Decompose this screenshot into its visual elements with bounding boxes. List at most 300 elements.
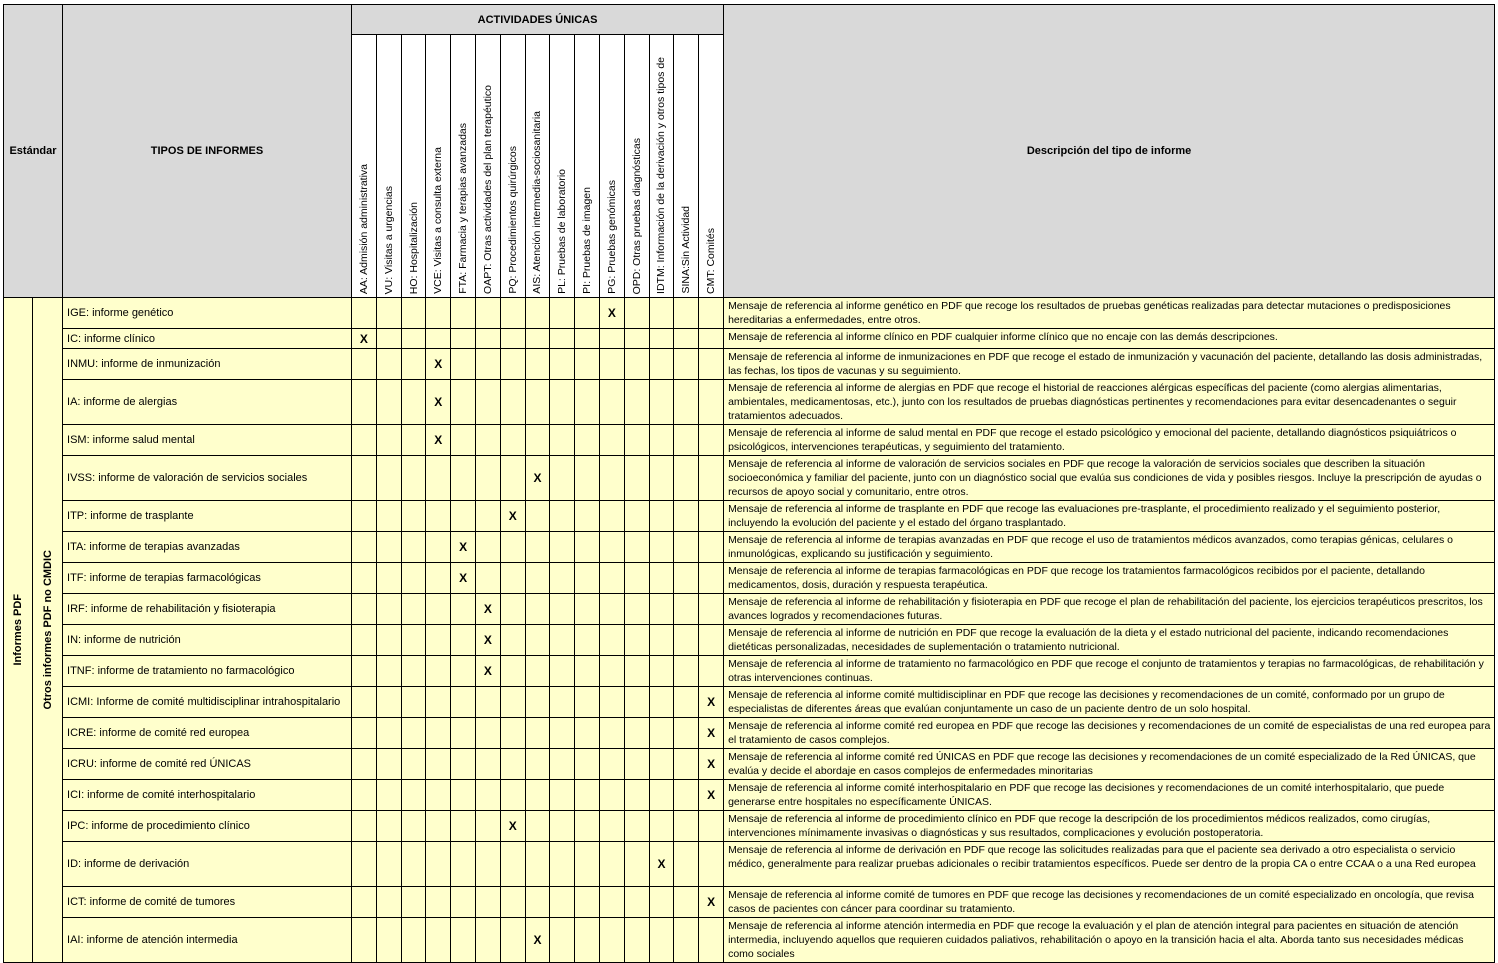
activity-mark-cell[interactable] xyxy=(451,625,476,656)
activity-mark-cell[interactable] xyxy=(352,687,377,718)
report-description-cell[interactable]: Mensaje de referencia al informe comité de tumores en PDF que recoge las decisiones y recomendaciones de un comité especializado en oncología, que revisa casos de pacientes con cáncer para coordinar su tratamiento. xyxy=(724,887,1495,918)
activity-mark-cell[interactable] xyxy=(624,687,649,718)
activity-mark-cell[interactable] xyxy=(426,625,451,656)
activity-mark-cell[interactable] xyxy=(525,563,550,594)
activity-mark-cell[interactable]: X xyxy=(426,349,451,380)
activity-mark-cell[interactable]: X xyxy=(699,749,724,780)
activity-mark-cell[interactable] xyxy=(550,687,575,718)
activity-mark-cell[interactable]: X xyxy=(426,380,451,425)
types-header[interactable]: TIPOS DE INFORMES xyxy=(63,5,352,298)
activity-mark-cell[interactable] xyxy=(500,298,525,329)
activity-mark-cell[interactable] xyxy=(599,918,624,963)
activity-mark-cell[interactable] xyxy=(699,298,724,329)
activity-mark-cell[interactable] xyxy=(525,329,550,349)
activity-mark-cell[interactable] xyxy=(451,780,476,811)
activity-mark-cell[interactable] xyxy=(476,425,501,456)
activity-mark-cell[interactable] xyxy=(550,501,575,532)
activity-mark-cell[interactable] xyxy=(599,718,624,749)
activity-mark-cell[interactable] xyxy=(426,887,451,918)
report-type-cell[interactable]: ITP: informe de trasplante xyxy=(63,501,352,532)
activity-mark-cell[interactable] xyxy=(426,687,451,718)
activity-mark-cell[interactable] xyxy=(550,380,575,425)
activity-mark-cell[interactable] xyxy=(674,298,699,329)
report-description-cell[interactable]: Mensaje de referencia al informe de rehabilitación y fisioterapia en PDF que recoge el plan de rehabilitación del paciente, los ejercicios terapéuticos prescritos, los avances logrados y recomendaciones futuras. xyxy=(724,594,1495,625)
activity-mark-cell[interactable] xyxy=(401,887,426,918)
activity-mark-cell[interactable] xyxy=(599,887,624,918)
activity-mark-cell[interactable] xyxy=(599,842,624,887)
activity-column-header[interactable] xyxy=(525,35,550,298)
activity-mark-cell[interactable] xyxy=(376,656,401,687)
activity-mark-cell[interactable] xyxy=(624,349,649,380)
activity-mark-cell[interactable] xyxy=(426,298,451,329)
activity-mark-cell[interactable] xyxy=(525,349,550,380)
activity-mark-cell[interactable] xyxy=(550,749,575,780)
activity-mark-cell[interactable] xyxy=(376,887,401,918)
activity-mark-cell[interactable] xyxy=(476,456,501,501)
group-outer-cell[interactable] xyxy=(4,298,33,963)
activity-mark-cell[interactable] xyxy=(649,329,674,349)
activity-mark-cell[interactable] xyxy=(376,563,401,594)
activity-mark-cell[interactable] xyxy=(599,349,624,380)
activity-mark-cell[interactable] xyxy=(376,718,401,749)
activity-mark-cell[interactable] xyxy=(649,380,674,425)
activity-column-header[interactable] xyxy=(550,35,575,298)
activity-mark-cell[interactable] xyxy=(500,380,525,425)
activity-mark-cell[interactable] xyxy=(525,718,550,749)
activity-column-header[interactable] xyxy=(575,35,600,298)
activity-mark-cell[interactable] xyxy=(426,563,451,594)
activity-mark-cell[interactable] xyxy=(624,918,649,963)
activity-mark-cell[interactable] xyxy=(699,842,724,887)
activity-mark-cell[interactable] xyxy=(500,456,525,501)
report-type-cell[interactable]: INMU: informe de inmunización xyxy=(63,349,352,380)
activity-mark-cell[interactable] xyxy=(426,329,451,349)
activity-mark-cell[interactable] xyxy=(575,329,600,349)
activity-mark-cell[interactable] xyxy=(426,842,451,887)
report-type-cell[interactable]: IRF: informe de rehabilitación y fisioterapia xyxy=(63,594,352,625)
activity-mark-cell[interactable] xyxy=(674,718,699,749)
report-description-cell[interactable]: Mensaje de referencia al informe de terapias avanzadas en PDF que recoge el uso de tratamientos médicos avanzados, como terapias génicas, celulares o inmunológicas, explicando su justificación y seguimiento. xyxy=(724,532,1495,563)
activity-mark-cell[interactable] xyxy=(426,456,451,501)
activity-mark-cell[interactable] xyxy=(674,842,699,887)
activity-mark-cell[interactable] xyxy=(550,563,575,594)
activity-mark-cell[interactable] xyxy=(550,811,575,842)
activity-mark-cell[interactable] xyxy=(376,594,401,625)
activity-mark-cell[interactable] xyxy=(550,918,575,963)
report-description-cell[interactable]: Mensaje de referencia al informe genético en PDF que recoge los resultados de pruebas genéticas realizadas para detectar mutaciones o predisposiciones hereditarias a enfermedades, entre otros. xyxy=(724,298,1495,329)
activity-mark-cell[interactable] xyxy=(599,532,624,563)
report-type-cell[interactable]: ID: informe de derivación xyxy=(63,842,352,887)
activity-mark-cell[interactable] xyxy=(624,749,649,780)
activity-mark-cell[interactable] xyxy=(649,501,674,532)
activity-mark-cell[interactable] xyxy=(376,380,401,425)
activity-mark-cell[interactable] xyxy=(500,842,525,887)
activity-mark-cell[interactable] xyxy=(476,918,501,963)
activity-column-header[interactable] xyxy=(376,35,401,298)
activity-mark-cell[interactable] xyxy=(426,718,451,749)
activity-mark-cell[interactable] xyxy=(599,780,624,811)
activity-mark-cell[interactable] xyxy=(401,687,426,718)
report-type-cell[interactable]: ITF: informe de terapias farmacológicas xyxy=(63,563,352,594)
activity-mark-cell[interactable]: X xyxy=(500,811,525,842)
activity-mark-cell[interactable]: X xyxy=(476,594,501,625)
activity-mark-cell[interactable] xyxy=(599,563,624,594)
activity-mark-cell[interactable] xyxy=(575,594,600,625)
activity-mark-cell[interactable] xyxy=(699,594,724,625)
unique-activities-header[interactable]: ACTIVIDADES ÚNICAS xyxy=(352,5,724,35)
activity-column-header[interactable] xyxy=(599,35,624,298)
activity-mark-cell[interactable] xyxy=(476,842,501,887)
activity-mark-cell[interactable] xyxy=(649,749,674,780)
activity-mark-cell[interactable] xyxy=(575,780,600,811)
activity-mark-cell[interactable] xyxy=(575,749,600,780)
activity-mark-cell[interactable] xyxy=(476,687,501,718)
activity-mark-cell[interactable] xyxy=(575,532,600,563)
group-inner-cell[interactable] xyxy=(33,298,63,963)
activity-column-header[interactable] xyxy=(500,35,525,298)
activity-mark-cell[interactable] xyxy=(451,811,476,842)
activity-mark-cell[interactable] xyxy=(699,918,724,963)
activity-mark-cell[interactable] xyxy=(451,656,476,687)
report-description-cell[interactable]: Mensaje de referencia al informe de trasplante en PDF que recoge las evaluaciones pre-trasplante, el procedimiento realizado y el seguimiento posterior, incluyendo la evolución del paciente y el estado del órgano trasplantado. xyxy=(724,501,1495,532)
activity-mark-cell[interactable] xyxy=(624,298,649,329)
activity-mark-cell[interactable]: X xyxy=(426,425,451,456)
activity-mark-cell[interactable] xyxy=(624,718,649,749)
activity-mark-cell[interactable] xyxy=(624,780,649,811)
activity-mark-cell[interactable] xyxy=(649,918,674,963)
activity-mark-cell[interactable] xyxy=(352,749,377,780)
activity-mark-cell[interactable] xyxy=(624,329,649,349)
activity-mark-cell[interactable] xyxy=(674,780,699,811)
activity-mark-cell[interactable] xyxy=(699,811,724,842)
activity-mark-cell[interactable] xyxy=(451,329,476,349)
activity-mark-cell[interactable] xyxy=(376,298,401,329)
activity-mark-cell[interactable]: X xyxy=(699,887,724,918)
activity-mark-cell[interactable] xyxy=(550,718,575,749)
activity-mark-cell[interactable] xyxy=(476,563,501,594)
activity-mark-cell[interactable]: X xyxy=(699,780,724,811)
activity-mark-cell[interactable] xyxy=(575,656,600,687)
activity-mark-cell[interactable] xyxy=(451,456,476,501)
activity-mark-cell[interactable] xyxy=(476,780,501,811)
activity-mark-cell[interactable] xyxy=(451,298,476,329)
activity-mark-cell[interactable] xyxy=(674,811,699,842)
activity-mark-cell[interactable] xyxy=(550,842,575,887)
activity-mark-cell[interactable] xyxy=(699,656,724,687)
activity-mark-cell[interactable] xyxy=(699,349,724,380)
activity-mark-cell[interactable] xyxy=(451,842,476,887)
activity-mark-cell[interactable] xyxy=(476,887,501,918)
activity-mark-cell[interactable] xyxy=(525,594,550,625)
activity-mark-cell[interactable] xyxy=(649,594,674,625)
activity-mark-cell[interactable] xyxy=(674,329,699,349)
activity-mark-cell[interactable] xyxy=(352,887,377,918)
activity-mark-cell[interactable] xyxy=(699,532,724,563)
activity-mark-cell[interactable] xyxy=(674,532,699,563)
activity-mark-cell[interactable] xyxy=(674,425,699,456)
activity-mark-cell[interactable] xyxy=(699,456,724,501)
activity-mark-cell[interactable] xyxy=(599,749,624,780)
activity-mark-cell[interactable] xyxy=(550,298,575,329)
activity-mark-cell[interactable] xyxy=(599,687,624,718)
activity-mark-cell[interactable] xyxy=(352,811,377,842)
activity-mark-cell[interactable] xyxy=(624,656,649,687)
activity-mark-cell[interactable] xyxy=(401,811,426,842)
activity-mark-cell[interactable] xyxy=(575,298,600,329)
activity-mark-cell[interactable] xyxy=(451,887,476,918)
activity-mark-cell[interactable] xyxy=(575,425,600,456)
report-type-cell[interactable]: IN: informe de nutrición xyxy=(63,625,352,656)
activity-mark-cell[interactable] xyxy=(674,594,699,625)
activity-mark-cell[interactable] xyxy=(624,811,649,842)
activity-mark-cell[interactable] xyxy=(500,687,525,718)
activity-mark-cell[interactable] xyxy=(401,380,426,425)
activity-mark-cell[interactable] xyxy=(352,780,377,811)
activity-mark-cell[interactable] xyxy=(376,456,401,501)
activity-mark-cell[interactable]: X xyxy=(352,329,377,349)
report-type-cell[interactable]: ICRU: informe de comité red ÚNICAS xyxy=(63,749,352,780)
activity-mark-cell[interactable] xyxy=(550,456,575,501)
activity-mark-cell[interactable] xyxy=(401,718,426,749)
activity-mark-cell[interactable] xyxy=(451,918,476,963)
activity-mark-cell[interactable] xyxy=(550,887,575,918)
activity-mark-cell[interactable] xyxy=(624,380,649,425)
report-description-cell[interactable]: Mensaje de referencia al informe de salud mental en PDF que recoge el estado psicológico y emocional del paciente, detallando diagnósticos psiquiátricos o psicológicos, intervenciones terapéuticas, y seguimiento del tratamiento. xyxy=(724,425,1495,456)
activity-mark-cell[interactable] xyxy=(376,349,401,380)
activity-mark-cell[interactable] xyxy=(500,349,525,380)
activity-mark-cell[interactable] xyxy=(500,887,525,918)
activity-mark-cell[interactable] xyxy=(624,456,649,501)
report-type-cell[interactable]: IGE: informe genético xyxy=(63,298,352,329)
activity-mark-cell[interactable]: X xyxy=(451,532,476,563)
activity-mark-cell[interactable] xyxy=(376,625,401,656)
activity-mark-cell[interactable] xyxy=(500,594,525,625)
activity-mark-cell[interactable] xyxy=(376,501,401,532)
activity-mark-cell[interactable] xyxy=(649,718,674,749)
activity-mark-cell[interactable] xyxy=(525,501,550,532)
activity-column-header[interactable] xyxy=(624,35,649,298)
activity-mark-cell[interactable] xyxy=(451,380,476,425)
activity-mark-cell[interactable] xyxy=(352,656,377,687)
activity-mark-cell[interactable] xyxy=(674,656,699,687)
activity-mark-cell[interactable] xyxy=(352,380,377,425)
activity-mark-cell[interactable] xyxy=(451,501,476,532)
standard-header[interactable]: Estándar xyxy=(4,5,63,298)
activity-column-header[interactable] xyxy=(401,35,426,298)
activity-mark-cell[interactable] xyxy=(476,811,501,842)
activity-mark-cell[interactable] xyxy=(401,749,426,780)
activity-mark-cell[interactable] xyxy=(352,456,377,501)
activity-mark-cell[interactable] xyxy=(575,918,600,963)
report-type-cell[interactable]: ICT: informe de comité de tumores xyxy=(63,887,352,918)
activity-mark-cell[interactable] xyxy=(525,780,550,811)
activity-mark-cell[interactable]: X xyxy=(649,842,674,887)
activity-mark-cell[interactable] xyxy=(599,380,624,425)
activity-mark-cell[interactable] xyxy=(624,594,649,625)
activity-mark-cell[interactable] xyxy=(575,380,600,425)
activity-mark-cell[interactable] xyxy=(352,625,377,656)
activity-mark-cell[interactable] xyxy=(550,656,575,687)
report-type-cell[interactable]: ISM: informe salud mental xyxy=(63,425,352,456)
report-type-cell[interactable]: ICMI: Informe de comité multidisciplinar intrahospitalario xyxy=(63,687,352,718)
activity-mark-cell[interactable] xyxy=(451,718,476,749)
activity-mark-cell[interactable] xyxy=(575,887,600,918)
activity-mark-cell[interactable] xyxy=(674,918,699,963)
activity-mark-cell[interactable] xyxy=(451,749,476,780)
activity-mark-cell[interactable] xyxy=(401,425,426,456)
activity-mark-cell[interactable] xyxy=(575,349,600,380)
activity-column-header[interactable] xyxy=(699,35,724,298)
report-description-cell[interactable]: Mensaje de referencia al informe de alergias en PDF que recoge el historial de reacciones alérgicas específicas del paciente (como alergias alimentarias, ambientales, medicamentosas, etc.), junto con los resultados de pruebas diagnósticas pertinentes y recomendaciones para evitar desencadenantes o seguir tratamientos adecuados. xyxy=(724,380,1495,425)
activity-mark-cell[interactable] xyxy=(476,380,501,425)
activity-mark-cell[interactable] xyxy=(575,456,600,501)
activity-mark-cell[interactable] xyxy=(352,918,377,963)
activity-mark-cell[interactable] xyxy=(649,811,674,842)
activity-mark-cell[interactable] xyxy=(352,718,377,749)
activity-mark-cell[interactable]: X xyxy=(476,625,501,656)
report-description-cell[interactable]: Mensaje de referencia al informe comité red ÚNICAS en PDF que recoge las decisiones y recomendaciones de un comité especializado de la Red ÚNICAS, que evalúa y decide el abordaje en casos complejos de enfermedades minoritarias xyxy=(724,749,1495,780)
activity-mark-cell[interactable]: X xyxy=(599,298,624,329)
activity-mark-cell[interactable] xyxy=(500,780,525,811)
activity-mark-cell[interactable] xyxy=(376,811,401,842)
activity-mark-cell[interactable] xyxy=(699,380,724,425)
activity-mark-cell[interactable] xyxy=(624,563,649,594)
activity-mark-cell[interactable] xyxy=(376,532,401,563)
activity-mark-cell[interactable] xyxy=(401,349,426,380)
report-description-cell[interactable]: Mensaje de referencia al informe de terapias farmacológicas en PDF que recoge los tratamientos farmacológicos recibidos por el paciente, detallando medicamentos, dosis, duración y respuesta terapéutica. xyxy=(724,563,1495,594)
activity-mark-cell[interactable] xyxy=(649,456,674,501)
report-type-cell[interactable]: ITNF: informe de tratamiento no farmacológico xyxy=(63,656,352,687)
activity-mark-cell[interactable]: X xyxy=(525,918,550,963)
activity-mark-cell[interactable] xyxy=(352,594,377,625)
activity-mark-cell[interactable] xyxy=(550,349,575,380)
activity-mark-cell[interactable] xyxy=(575,811,600,842)
activity-mark-cell[interactable]: X xyxy=(699,687,724,718)
activity-mark-cell[interactable] xyxy=(401,842,426,887)
activity-mark-cell[interactable] xyxy=(451,425,476,456)
activity-mark-cell[interactable] xyxy=(550,425,575,456)
activity-mark-cell[interactable] xyxy=(476,298,501,329)
activity-mark-cell[interactable] xyxy=(376,425,401,456)
description-header[interactable]: Descripción del tipo de informe xyxy=(724,5,1495,298)
activity-mark-cell[interactable] xyxy=(525,380,550,425)
activity-mark-cell[interactable] xyxy=(376,687,401,718)
report-type-cell[interactable]: IC: informe clínico xyxy=(63,329,352,349)
activity-mark-cell[interactable] xyxy=(500,329,525,349)
activity-mark-cell[interactable] xyxy=(476,718,501,749)
activity-mark-cell[interactable] xyxy=(352,349,377,380)
report-description-cell[interactable]: Mensaje de referencia al informe de procedimiento clínico en PDF que recoge la descripción de los procedimientos médicos realizados, como cirugías, intervenciones mínimamente invasivas o diagnósticas y sus resultados, complicaciones y evolución postoperatoria. xyxy=(724,811,1495,842)
activity-mark-cell[interactable] xyxy=(575,501,600,532)
report-type-cell[interactable]: IAI: informe de atención intermedia xyxy=(63,918,352,963)
activity-mark-cell[interactable] xyxy=(451,594,476,625)
report-type-cell[interactable]: ICRE: informe de comité red europea xyxy=(63,718,352,749)
activity-mark-cell[interactable] xyxy=(401,329,426,349)
report-description-cell[interactable]: Mensaje de referencia al informe de valoración de servicios sociales en PDF que recoge la valoración de servicios sociales que describen la situación socioeconómica y familiar del paciente, junto con un diagnóstico social que evalúa sus condiciones de vida y posibles riesgos. Incluye la prescripción de ayudas o recursos de apoyo social y comunitario, entre otros. xyxy=(724,456,1495,501)
activity-mark-cell[interactable] xyxy=(476,329,501,349)
activity-mark-cell[interactable] xyxy=(401,780,426,811)
activity-mark-cell[interactable] xyxy=(401,501,426,532)
activity-mark-cell[interactable] xyxy=(525,811,550,842)
report-type-cell[interactable]: ICI: informe de comité interhospitalario xyxy=(63,780,352,811)
activity-mark-cell[interactable] xyxy=(599,811,624,842)
activity-mark-cell[interactable] xyxy=(575,625,600,656)
activity-mark-cell[interactable] xyxy=(575,842,600,887)
activity-mark-cell[interactable] xyxy=(352,842,377,887)
activity-mark-cell[interactable] xyxy=(500,532,525,563)
activity-mark-cell[interactable] xyxy=(550,780,575,811)
activity-mark-cell[interactable] xyxy=(500,918,525,963)
activity-mark-cell[interactable] xyxy=(500,656,525,687)
activity-mark-cell[interactable] xyxy=(476,501,501,532)
activity-mark-cell[interactable]: X xyxy=(500,501,525,532)
activity-mark-cell[interactable] xyxy=(649,780,674,811)
activity-mark-cell[interactable] xyxy=(550,594,575,625)
activity-mark-cell[interactable] xyxy=(649,349,674,380)
activity-mark-cell[interactable] xyxy=(451,349,476,380)
activity-column-header[interactable] xyxy=(426,35,451,298)
activity-mark-cell[interactable] xyxy=(649,656,674,687)
report-description-cell[interactable]: Mensaje de referencia al informe comité interhospitalario en PDF que recoge las decisiones y recomendaciones de un comité interhospitalario, que puede generarse entre hospitales no específicamente ÚNICAS. xyxy=(724,780,1495,811)
activity-mark-cell[interactable] xyxy=(426,811,451,842)
activity-mark-cell[interactable] xyxy=(599,656,624,687)
activity-mark-cell[interactable] xyxy=(426,656,451,687)
activity-mark-cell[interactable] xyxy=(599,501,624,532)
activity-mark-cell[interactable] xyxy=(500,563,525,594)
activity-mark-cell[interactable] xyxy=(352,501,377,532)
report-type-cell[interactable]: ITA: informe de terapias avanzadas xyxy=(63,532,352,563)
activity-mark-cell[interactable] xyxy=(624,887,649,918)
activity-mark-cell[interactable] xyxy=(376,842,401,887)
activity-mark-cell[interactable] xyxy=(426,749,451,780)
activity-mark-cell[interactable] xyxy=(550,532,575,563)
activity-mark-cell[interactable] xyxy=(575,718,600,749)
activity-mark-cell[interactable] xyxy=(674,563,699,594)
activity-mark-cell[interactable]: X xyxy=(699,718,724,749)
activity-column-header[interactable] xyxy=(649,35,674,298)
activity-column-header[interactable] xyxy=(476,35,501,298)
activity-mark-cell[interactable] xyxy=(674,456,699,501)
activity-mark-cell[interactable] xyxy=(649,687,674,718)
activity-mark-cell[interactable] xyxy=(525,656,550,687)
activity-mark-cell[interactable] xyxy=(426,780,451,811)
report-description-cell[interactable]: Mensaje de referencia al informe de inmunizaciones en PDF que recoge el estado de inmunización y vacunación del paciente, detallando las dosis administradas, las fechas, los tipos de vacunas y su seguimiento. xyxy=(724,349,1495,380)
activity-mark-cell[interactable] xyxy=(401,563,426,594)
activity-mark-cell[interactable] xyxy=(426,918,451,963)
activity-mark-cell[interactable] xyxy=(401,298,426,329)
activity-mark-cell[interactable] xyxy=(376,780,401,811)
activity-mark-cell[interactable] xyxy=(401,656,426,687)
activity-mark-cell[interactable] xyxy=(674,349,699,380)
activity-mark-cell[interactable] xyxy=(376,329,401,349)
activity-mark-cell[interactable] xyxy=(599,594,624,625)
activity-mark-cell[interactable] xyxy=(525,298,550,329)
activity-mark-cell[interactable] xyxy=(525,887,550,918)
activity-mark-cell[interactable] xyxy=(476,349,501,380)
activity-mark-cell[interactable] xyxy=(426,532,451,563)
report-description-cell[interactable]: Mensaje de referencia al informe de tratamiento no farmacológico en PDF que recoge el conjunto de tratamientos y terapias no farmacológicas, de rehabilitación y otras intervenciones continuas. xyxy=(724,656,1495,687)
activity-mark-cell[interactable] xyxy=(624,842,649,887)
activity-mark-cell[interactable] xyxy=(525,687,550,718)
activity-mark-cell[interactable] xyxy=(352,532,377,563)
activity-mark-cell[interactable] xyxy=(575,563,600,594)
activity-mark-cell[interactable] xyxy=(401,532,426,563)
activity-mark-cell[interactable] xyxy=(649,298,674,329)
activity-mark-cell[interactable] xyxy=(649,425,674,456)
activity-mark-cell[interactable] xyxy=(352,425,377,456)
activity-mark-cell[interactable] xyxy=(649,532,674,563)
activity-mark-cell[interactable] xyxy=(699,501,724,532)
